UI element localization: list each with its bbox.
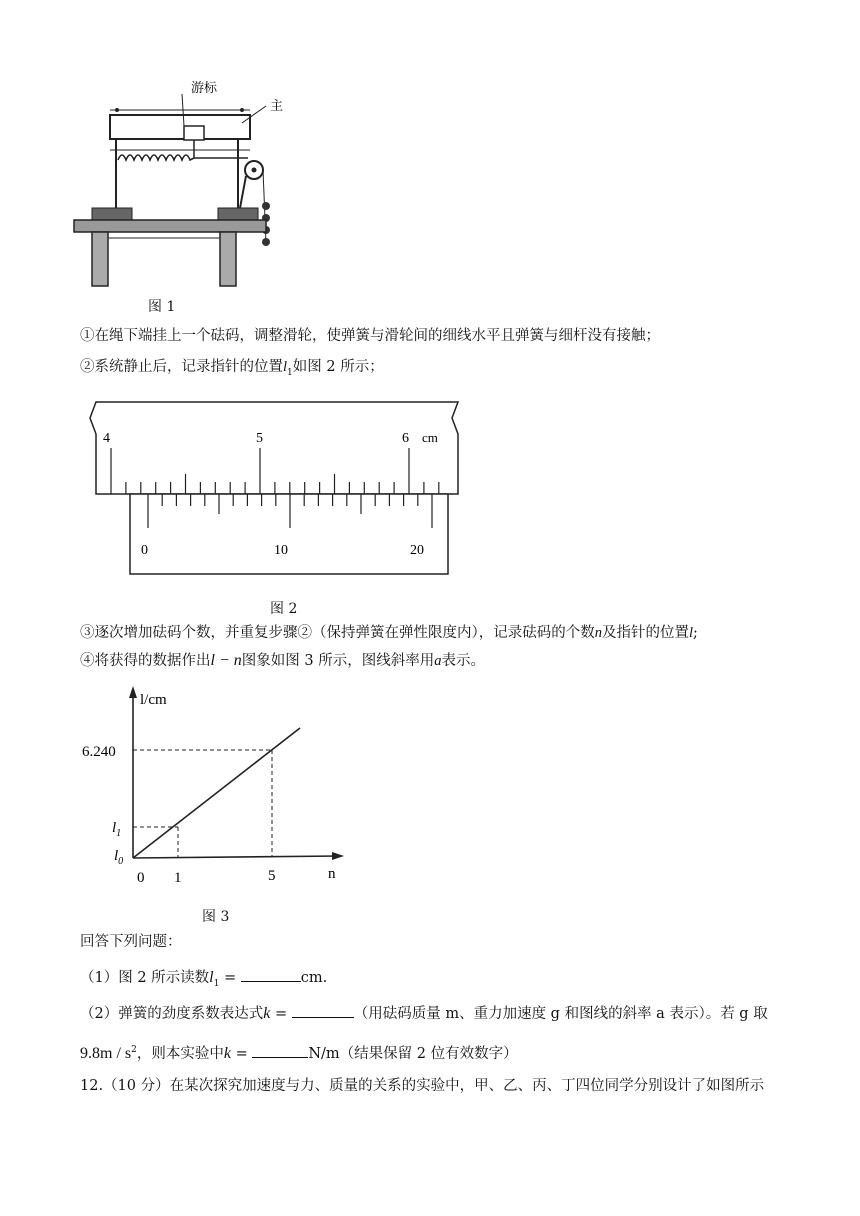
vernier-label-10: 10 <box>274 543 288 558</box>
main-label-6: 6 <box>402 431 409 446</box>
weight <box>262 238 270 246</box>
figure-2-caption: 图 2 <box>270 601 298 617</box>
x-axis-label: n <box>328 866 336 882</box>
question-1: （1）图 2 所示读数$l_1$ = cm. <box>80 966 327 994</box>
q2-value-blank[interactable] <box>252 1042 308 1058</box>
q2-expression-blank[interactable] <box>292 1002 354 1018</box>
table-leg <box>220 232 236 286</box>
x-tick-5: 5 <box>268 868 276 884</box>
figure-1-caption: 图 1 <box>148 299 176 315</box>
spring <box>118 155 248 160</box>
y-l1-label: $l_1$ <box>112 820 122 839</box>
x-axis <box>133 856 340 858</box>
x-origin-label: 0 <box>137 870 145 886</box>
data-line <box>133 728 300 858</box>
step-3: ③逐次增加砝码个数，并重复步骤②（保持弹簧在弹性限度内），记录砝码的个数n及指针的位置l; <box>80 625 698 641</box>
question-2-line-2: $9.8m / s^2$，则本实验中k = N/m（结果保留 2 位有效数字） <box>80 1040 518 1064</box>
label-vernier: 游标 <box>191 80 218 95</box>
main-scale-outline <box>90 402 458 494</box>
step-4: ④将获得的数据作出l − n图象如图 3 所示，图线斜率用a表示。 <box>80 652 485 669</box>
x-tick-1: 1 <box>174 870 182 886</box>
figure-3-graph <box>78 682 368 892</box>
main-label-5: 5 <box>256 431 263 446</box>
question-12-start: 12.（10 分）在某次探究加速度与力、质量的关系的实验中，甲、乙、丙、丁四位同学分别设计了如图所示 <box>80 1078 765 1094</box>
figure-2-vernier-scale <box>86 398 466 580</box>
question-2-line-1: （2）弹簧的劲度系数表达式k = （用砝码质量 m、重力加速度 g 和图线的斜率 a 表示）。若 g 取 <box>80 1002 768 1024</box>
table-top <box>74 220 266 232</box>
label-main: 主 <box>270 98 284 113</box>
vernier-label-20: 20 <box>410 543 424 558</box>
vernier-label-0: 0 <box>141 543 148 558</box>
figure-3-caption: 图 3 <box>202 909 230 925</box>
q1-answer-blank[interactable] <box>241 966 301 982</box>
questions-intro: 回答下列问题： <box>80 934 182 950</box>
y-value-label: 6.240 <box>82 744 116 760</box>
y-axis-label: l/cm <box>140 692 167 708</box>
figure-1-apparatus <box>70 78 310 290</box>
main-label-4: 4 <box>103 431 110 446</box>
y-l0-label: $l_0$ <box>114 848 124 867</box>
weight <box>262 202 270 210</box>
step-2: ②系统静止后，记录指针的位置$l_1$如图 2 所示； <box>80 359 384 378</box>
main-scale-bar <box>110 115 250 139</box>
table-leg <box>92 232 108 286</box>
vernier-slider <box>184 126 204 140</box>
step-1: ①在绳下端挂上一个砝码，调整滑轮，使弹簧与滑轮间的细线水平且弹簧与细杆没有接触； <box>80 328 660 344</box>
main-unit: cm <box>422 430 438 445</box>
vernier-scale-outline <box>130 494 448 574</box>
